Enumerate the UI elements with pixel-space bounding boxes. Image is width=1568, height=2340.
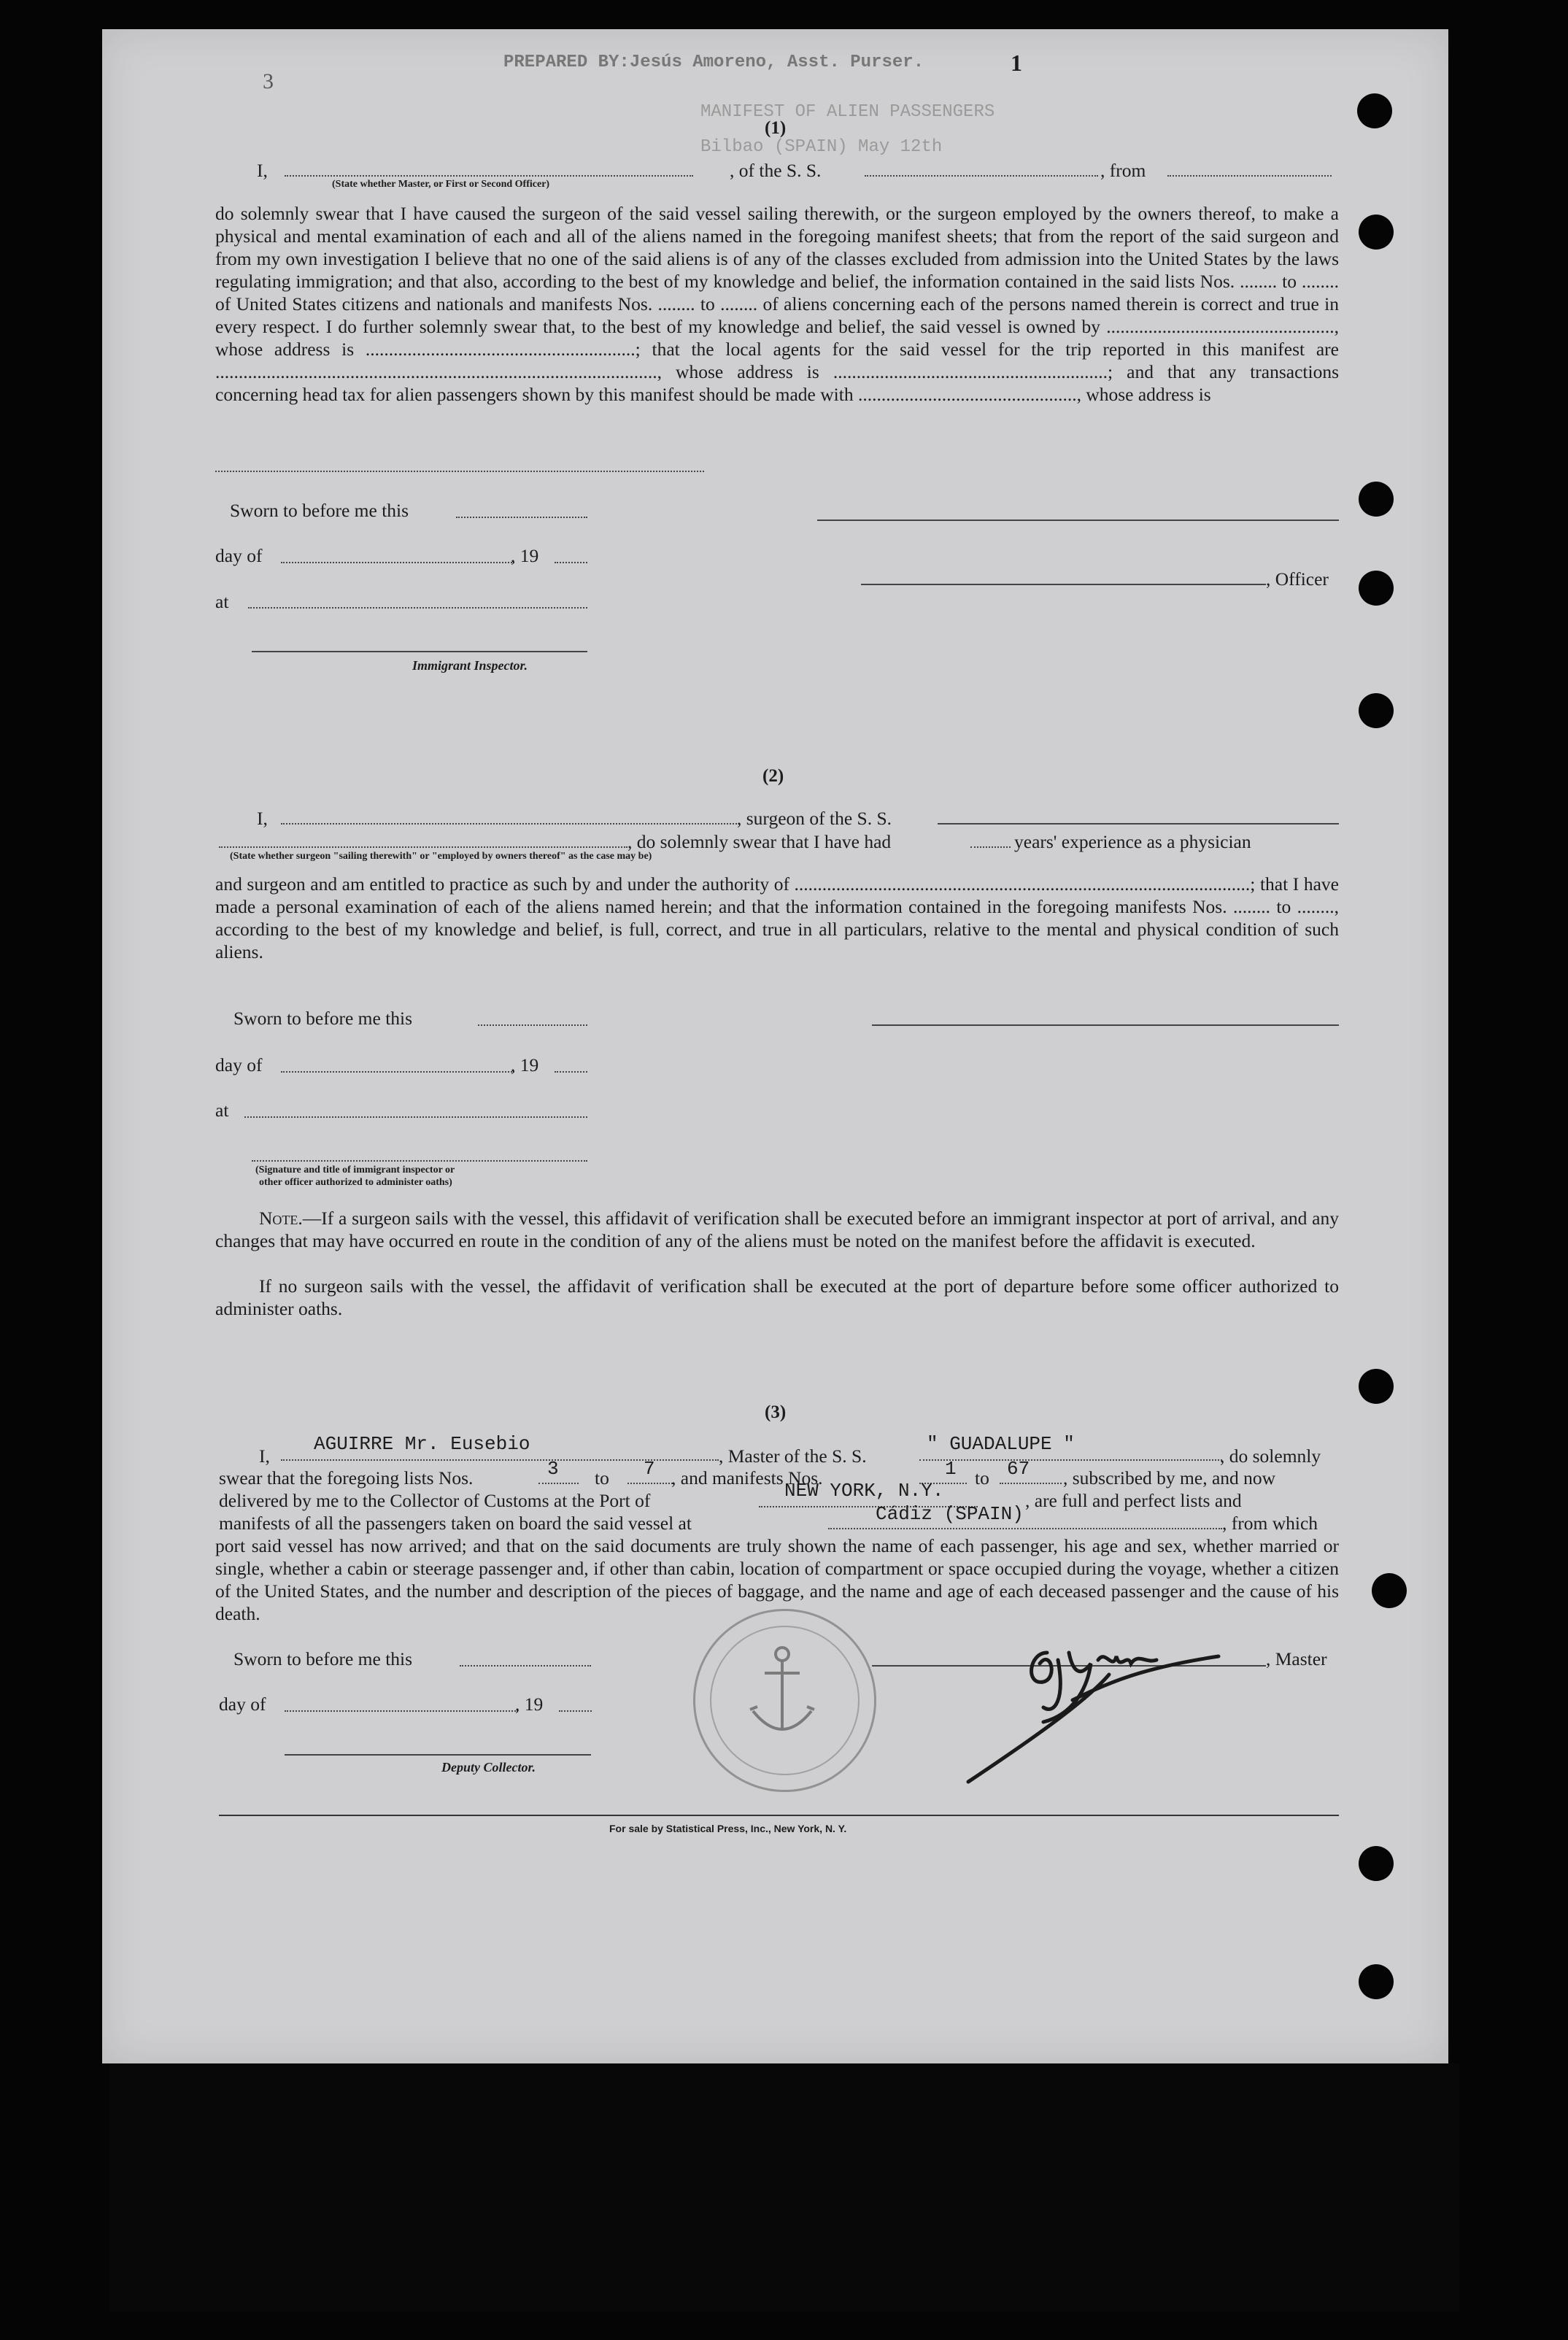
signature-note: (Signature and title of immigrant inspector or: [255, 1165, 455, 1175]
from-which-label: , from which: [1222, 1513, 1318, 1534]
manifests-from: 1: [945, 1458, 957, 1480]
lists-to-line: [627, 1483, 673, 1484]
punch-hole: [1357, 93, 1392, 128]
section-2-i: I,: [257, 808, 268, 829]
section-1-i: I,: [257, 160, 268, 181]
sworn-blank: [478, 1024, 587, 1026]
lists-to: 7: [644, 1458, 655, 1480]
years-label: years' experience as a physician: [1014, 831, 1251, 852]
faint-header-line: Bilbao (SPAIN) May 12th: [700, 137, 943, 157]
section-3-paragraph: port said vessel has now arrived; and that on the said documents are truly shown the name of each passenger, his age and sex, whether married or single, whether a cabin or steerage passenger and, if other than cabin, location of compartment or space occupied during the voyage, whether a citizen of the United States, and the number and description of the pieces of baggage, and the name and age of each deceased passenger and the cause of his death.: [215, 1535, 1339, 1624]
address-blank: [215, 471, 704, 472]
at-label: at: [215, 591, 229, 612]
subscribed-label: , subscribed by me, and now: [1063, 1467, 1276, 1488]
signature-note: other officer authorized to administer oaths): [259, 1177, 452, 1188]
surgeon-signature-line: [872, 1024, 1339, 1026]
surgeon-name-blank: [281, 823, 737, 825]
section-1-state-note: (State whether Master, or First or Second Officer): [332, 179, 550, 190]
punch-hole: [1359, 571, 1394, 606]
arrival-port: NEW YORK, N.Y.: [784, 1480, 944, 1502]
section-2-state-note: (State whether surgeon "sailing therewith" or "employed by owners thereof" as the case may be): [230, 851, 652, 862]
sworn-label: Sworn to before me this: [230, 500, 409, 521]
sworn-blank: [460, 1665, 591, 1667]
punch-hole: [1359, 693, 1394, 728]
master-name: AGUIRRE Mr. Eusebio: [314, 1433, 530, 1455]
year-blank: [555, 1071, 587, 1073]
officer-label: , Officer: [1266, 568, 1329, 590]
master-signature: [963, 1620, 1255, 1795]
note-paragraph-2: If no surgeon sails with the vessel, the affidavit of verification shall be executed at the port of departure before some officer authorized to administer oaths.: [215, 1275, 1339, 1319]
section-1-paragraph: do solemnly swear that I have caused the surgeon of the said vessel sailing therewith, or the surgeon employed by the owners thereof, to make a physical and mental examination of each and all of the aliens named in the foregoing manifest sheets; that from the report of the said surgeon and from my own investigation I believe that no one of the said aliens is of any of the classes excluded from admission into the United States by the laws regulating immigration; and that also, according to the best of my knowledge and belief, the information contained in the said lists Nos. ........ to ........ of United States citizens and nationals and manifests Nos. ........ to ........ of aliens concerning each of the persons named therein is correct and true in every respect. I do further solemnly swear that, to the best of my knowledge and belief, the said vessel is owned by ................................................., whose address is ..........................................................; that the local agents for the said vessel for the trip reported in this manifest are ..............................................................................................., whose address is ...........................................................; and that any transactions concerning head tax for alien passengers shown by this manifest should be made with ..............................................., whose address is: [215, 203, 1339, 405]
margin-note: 3: [263, 69, 274, 93]
year-blank: [555, 562, 587, 563]
from-label: , from: [1100, 160, 1146, 181]
master-name-blank: [285, 175, 693, 177]
surgeon-type-blank: [219, 846, 627, 848]
punch-hole: [1359, 215, 1394, 250]
do-solemnly-label: , do solemnly: [1220, 1445, 1321, 1467]
manifests-to: 67: [1007, 1458, 1030, 1480]
swear-lists-label: swear that the foregoing lists Nos.: [219, 1467, 474, 1488]
punch-hole: [1359, 1964, 1394, 1999]
year-label: , 19: [511, 545, 539, 566]
officer-line: [861, 584, 1266, 585]
scanner-background: [109, 2063, 1459, 2312]
section-2-paragraph: and surgeon and am entitled to practice as such by and under the authority of ..................................................................................................; that I have made a personal examination of each of the aliens named herein; and that the information contained in the foregoing manifests Nos. ........ to ........, according to the best of my knowledge and belief, is full, correct, and true in all particulars, relative to the mental and physical condition of such aliens.: [215, 873, 1339, 962]
signature-title-line: [252, 1160, 587, 1162]
sworn-label: Sworn to before me this: [233, 1648, 413, 1669]
company-stamp: [693, 1609, 876, 1792]
are-full-label: , are full and perfect lists and: [1025, 1490, 1242, 1511]
footer-text: For sale by Statistical Press, Inc., New York, N. Y.: [609, 1823, 847, 1834]
day-of-label: day of: [215, 545, 263, 566]
inspector-line: [252, 651, 587, 652]
departure-port-line: [828, 1528, 1222, 1529]
note-text: —If a surgeon sails with the vessel, this affidavit of verification shall be executed before an immigrant inspector at port of arrival, and any changes that may have occurred en route in the condition of any of the aliens must be noted on the manifest before the affidavit is executed.: [215, 1208, 1339, 1251]
ship-name: " GUADALUPE ": [927, 1433, 1075, 1455]
day-blank: [285, 1710, 518, 1712]
punch-hole: [1372, 1573, 1407, 1608]
faint-header-line: MANIFEST OF ALIEN PASSENGERS: [700, 102, 995, 122]
page-number: 1: [1011, 50, 1022, 76]
day-of-label: day of: [215, 1054, 263, 1076]
master-of-label: , Master of the S. S.: [719, 1445, 867, 1467]
to-label: to: [595, 1467, 609, 1488]
ship-blank: [865, 175, 1098, 177]
years-blank: [970, 846, 1011, 848]
note-label: Note.: [259, 1208, 303, 1229]
section-3-number: (3): [765, 1402, 787, 1422]
inspector-label: Immigrant Inspector.: [412, 658, 528, 673]
ship-name-line: [919, 1459, 1222, 1461]
manifests-all-label: manifests of all the passengers taken on board the said vessel at: [219, 1513, 692, 1534]
from-blank: [1167, 175, 1332, 177]
section-1-number: (1): [765, 118, 787, 138]
day-blank: [281, 1071, 514, 1073]
master-label: , Master: [1266, 1648, 1327, 1669]
footer-rule: [219, 1815, 1339, 1816]
at-label: at: [215, 1100, 229, 1121]
sworn-label: Sworn to before me this: [233, 1008, 413, 1029]
surgeon-ship-blank: [938, 823, 1339, 825]
year-label: , 19: [511, 1054, 539, 1076]
sworn-blank: [456, 517, 587, 518]
year-blank: [559, 1710, 592, 1712]
punch-hole: [1359, 1369, 1394, 1404]
lists-from-line: [538, 1483, 579, 1484]
to-label: to: [975, 1467, 989, 1488]
year-label: , 19: [515, 1694, 544, 1715]
deputy-label: Deputy Collector.: [441, 1760, 536, 1775]
departure-port: Cádiz (SPAIN): [876, 1503, 1024, 1525]
anchor-icon: [693, 1609, 872, 1788]
manifests-to-line: [1000, 1483, 1062, 1484]
surgeon-of-label: , surgeon of the S. S.: [737, 808, 892, 829]
of-ss-label: , of the S. S.: [730, 160, 822, 181]
section-2-number: (2): [762, 766, 784, 786]
at-blank: [248, 607, 587, 609]
day-of-label: day of: [219, 1694, 266, 1715]
and-manifests-label: , and manifests Nos.: [671, 1467, 823, 1488]
note-paragraph: [215, 1207, 1339, 1252]
at-blank: [244, 1116, 587, 1118]
section-3-i: I,: [259, 1445, 270, 1467]
punch-hole: [1359, 482, 1394, 517]
lists-from: 3: [547, 1458, 559, 1480]
delivered-label: delivered by me to the Collector of Customs at the Port of: [219, 1490, 651, 1511]
punch-hole: [1359, 1846, 1394, 1881]
signature-line: [817, 520, 1339, 521]
day-blank: [281, 562, 514, 563]
do-swear-label: , do solemnly swear that I have had: [627, 831, 892, 852]
deputy-line: [285, 1754, 591, 1756]
prepared-by-line: PREPARED BY:Jesús Amoreno, Asst. Purser.: [503, 53, 924, 72]
